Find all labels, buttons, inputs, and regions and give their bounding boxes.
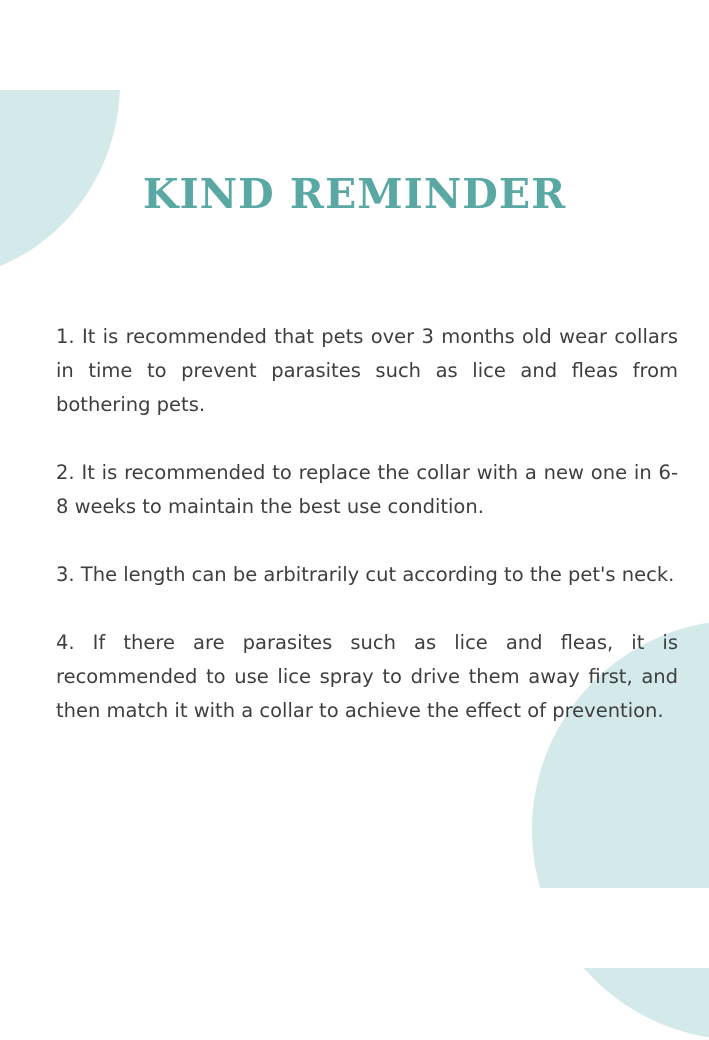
reminder-list <box>56 320 678 728</box>
reminder-item-3: 3. The length can be arbitrarily cut according to the pet's neck. <box>56 563 675 586</box>
reminder-item-2: 2. It is recommended to replace the collar with a new one in 6-8 weeks to maintain the best use condition. <box>56 461 678 518</box>
bottom-margin <box>0 888 709 968</box>
reminder-item-4: 4. If there are parasites such as lice and fleas, it is recommended to use lice spray to drive them away first, and then match it with a collar to achieve the effect of prevention. <box>56 631 678 722</box>
decorative-circle-top-left <box>0 0 120 280</box>
page-title: KIND REMINDER <box>142 170 567 218</box>
reminder-item-1: 1. It is recommended that pets over 3 months old wear collars in time to prevent parasites such as lice and fleas from bothering pets. <box>56 325 678 416</box>
